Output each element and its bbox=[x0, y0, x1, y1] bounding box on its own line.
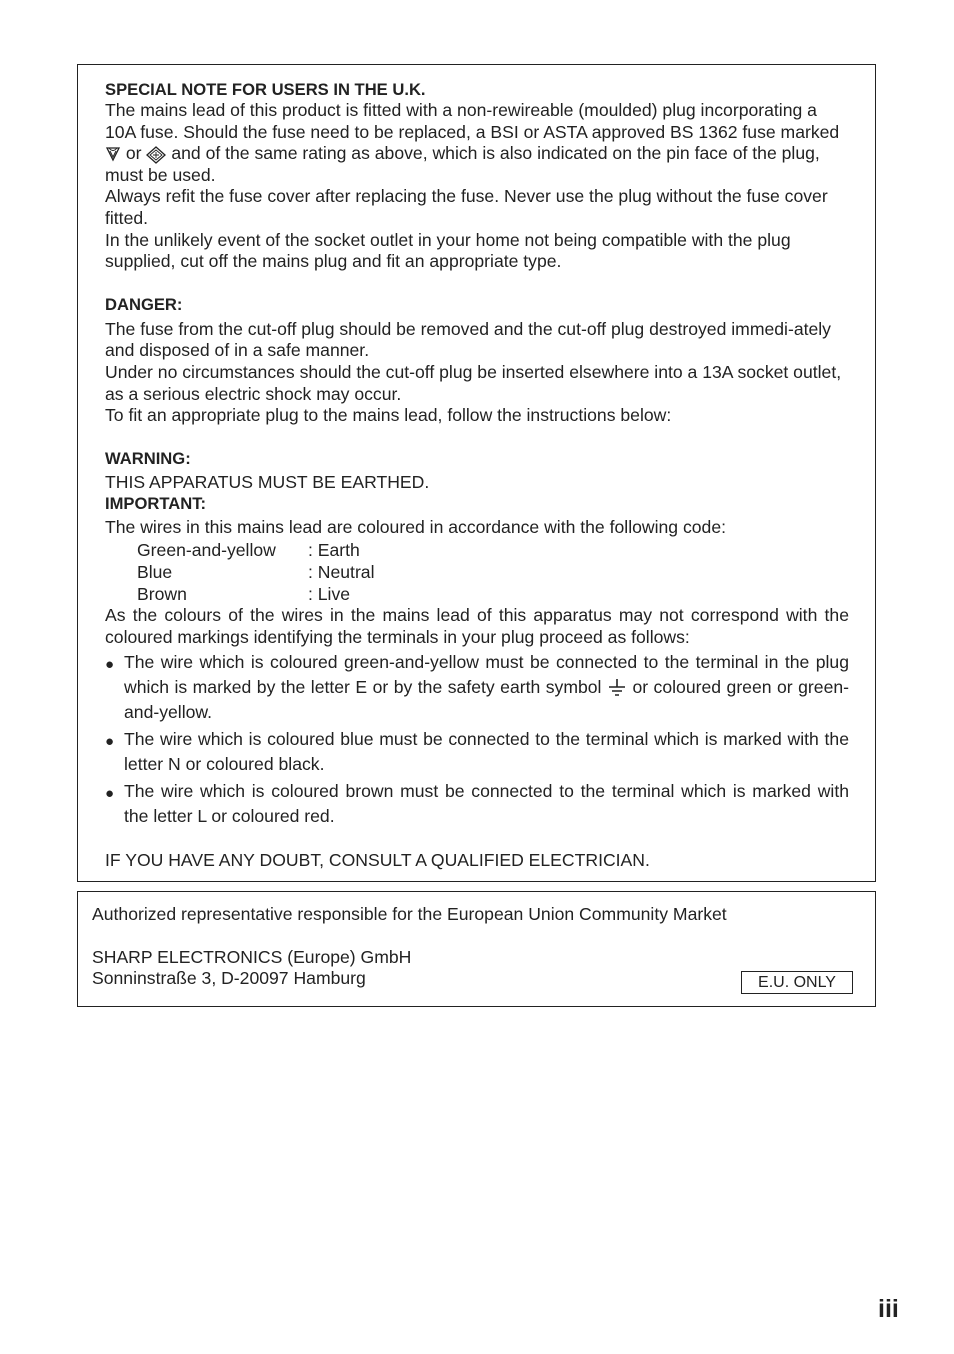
bullet-item: ● The wire which is coloured blue must be connected to the terminal which is marked with the letter N or coloured black. bbox=[105, 729, 849, 775]
danger-para2: Under no circumstances should the cut-off plug be inserted elsewhere into a 13A socket outlet, as a serious electric shock may occur. bbox=[105, 361, 842, 404]
page-number: iii bbox=[878, 1295, 899, 1323]
danger-para3: To fit an appropriate plug to the mains lead, follow the instructions below: bbox=[105, 405, 672, 426]
eu-only-badge: E.U. ONLY bbox=[741, 971, 853, 994]
important-para: As the colours of the wires in the mains lead of this apparatus may not correspond with the coloured markings identifying the terminals in your plug proceed as follows: bbox=[105, 604, 849, 647]
warning-heading: WARNING: bbox=[105, 448, 191, 468]
important-intro: The wires in this mains lead are coloured in accordance with the following code: bbox=[105, 517, 726, 538]
uk-note-para3: In the unlikely event of the socket outlet in your home not being compatible with the plug supplied, cut off the mains plug and fit an appropriate type. bbox=[105, 229, 791, 272]
eu-representative-box bbox=[77, 891, 876, 1007]
bullet-dot: ● bbox=[105, 656, 115, 674]
important-heading: IMPORTANT: bbox=[105, 494, 207, 514]
bullet-dot: ● bbox=[105, 785, 115, 803]
bullet-item: ● The wire which is coloured green-and-yellow must be connected to the terminal in the plug which is marked by the letter E or by the safety earth symbol or coloured green or green-and-yellow. bbox=[105, 652, 849, 723]
doubt-notice: IF YOU HAVE ANY DOUBT, CONSULT A QUALIFIED ELECTRICIAN. bbox=[105, 850, 650, 871]
eu-company-name: SHARP ELECTRONICS (Europe) GmbH bbox=[92, 946, 412, 967]
asta-mark-icon bbox=[105, 146, 121, 164]
bullet-item: ● The wire which is coloured brown must be connected to the terminal which is marked with the letter L or coloured red. bbox=[105, 781, 849, 827]
danger-heading: DANGER: bbox=[105, 294, 183, 314]
uk-note-box bbox=[77, 64, 876, 882]
warning-text: THIS APPARATUS MUST BE EARTHED. bbox=[105, 471, 430, 492]
danger-para1: The fuse from the cut-off plug should be removed and the cut-off plug destroyed immedi-ately and disposed of in a safe manner. bbox=[105, 318, 831, 361]
uk-note-para2: Always refit the fuse cover after replacing the fuse. Never use the plug without the fuse cover fitted. bbox=[105, 186, 828, 228]
uk-note-title: SPECIAL NOTE FOR USERS IN THE U.K. bbox=[105, 80, 426, 99]
eu-authorized-line: Authorized representative responsible for the European Union Community Market bbox=[92, 904, 727, 924]
eu-company-address: Sonninstraße 3, D-20097 Hamburg bbox=[92, 968, 366, 989]
earth-ground-icon bbox=[607, 678, 627, 698]
wire-code-row: Brown : Live bbox=[137, 583, 351, 604]
wire-code-row: Green-and-yellow : Earth bbox=[137, 539, 360, 560]
uk-note-para1: The mains lead of this product is fitted with a non-rewireable (moulded) plug incorporating a 10A fuse. Should the fuse need to be replaced, a BSI or ASTA approved BS 1362 fuse marked or and of the same rating as above, which is also indicated on the pin face of the plug, must be used. bbox=[105, 100, 840, 185]
wire-code-row: Blue : Neutral bbox=[137, 561, 375, 582]
bullet-dot: ● bbox=[105, 733, 115, 751]
bsi-kitemark-icon bbox=[146, 146, 166, 164]
